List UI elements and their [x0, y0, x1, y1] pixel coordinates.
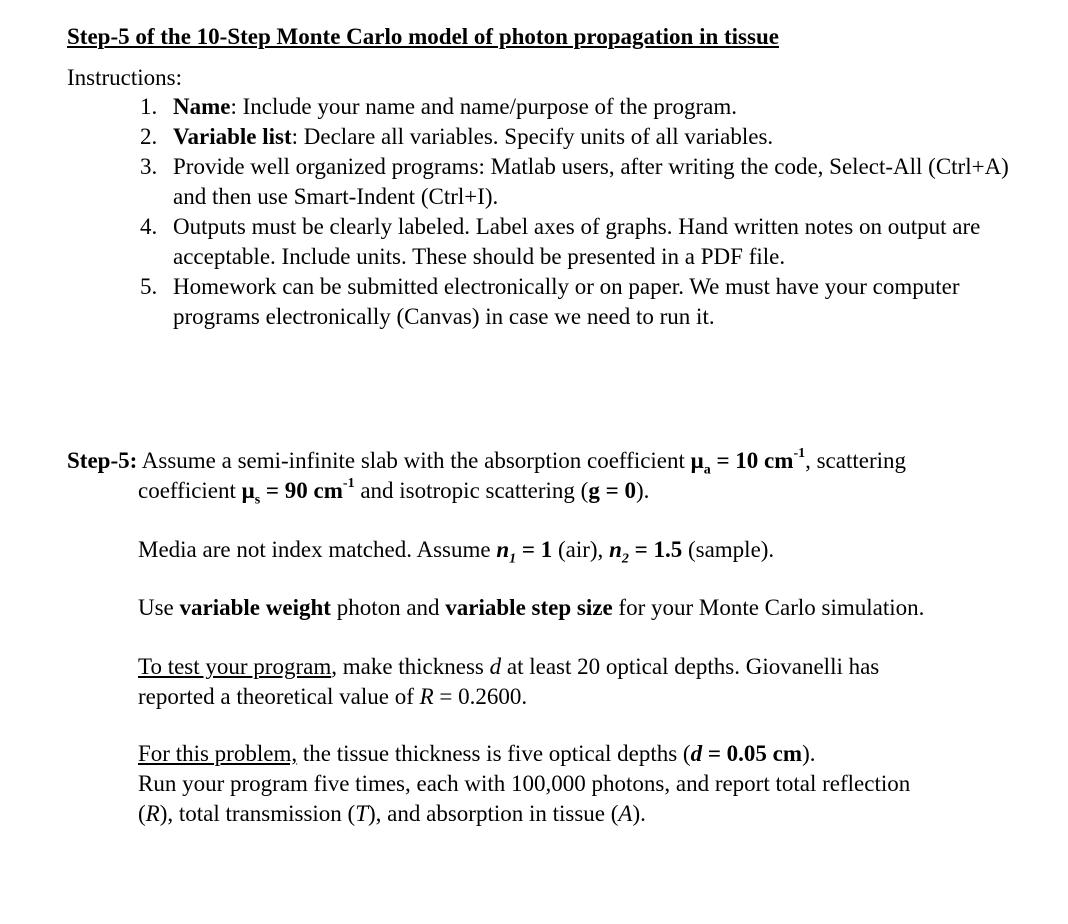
instruction-text: Outputs must be clearly labeled. Label axes of graphs. Hand written notes on output are acceptable. Include units. These should be presented in a PDF file.: [173, 214, 981, 269]
mu-a-exponent: -1: [793, 446, 806, 462]
n1-note: (air),: [552, 537, 610, 562]
weight-paragraph: [138, 593, 1038, 623]
n1-subscript: 1: [509, 551, 517, 567]
problem-text-2: ).: [802, 741, 816, 766]
problem-underline: For this problem,: [138, 741, 298, 766]
instructions-heading: Instructions:: [67, 65, 182, 90]
test-line-2: [138, 682, 1038, 712]
mu-s-subscript: s: [254, 492, 261, 508]
step-5-line-2: [67, 476, 1027, 506]
variable-step-size-text: variable step size: [445, 595, 613, 620]
instruction-text: : Include your name and name/purpose of the program.: [230, 94, 737, 119]
problem-line-1: [138, 739, 1038, 769]
problem-d-symbol: d: [690, 741, 703, 766]
mu-s-symbol: μ: [241, 478, 255, 503]
scattering-text: , scattering: [805, 448, 907, 473]
step-5-line-1: [67, 446, 1027, 476]
n1-symbol: n: [496, 537, 510, 562]
test-line-1: [138, 652, 1038, 682]
weight-text-1: Use: [138, 595, 180, 620]
coefficient-text: coefficient: [138, 478, 242, 503]
page-title: Step-5 of the 10-Step Monte Carlo model of photon propagation in tissue: [67, 24, 779, 49]
problem-text-4: ), and absorption in tissue (: [368, 801, 619, 826]
instruction-item: [140, 122, 1020, 152]
r-value: = 0.2600.: [433, 684, 528, 709]
step-5-block: [67, 446, 1027, 506]
g-value: g = 0: [588, 478, 636, 503]
problem-a-symbol: A: [618, 801, 633, 826]
instruction-text: Homework can be submitted electronically or on paper. We must have your computer programs electronically (Canvas) in case we need to run it.: [173, 274, 960, 329]
mu-s-value: = 90 cm: [260, 478, 343, 503]
problem-t-symbol: T: [355, 801, 369, 826]
isotropic-text: and isotropic scattering (: [354, 478, 589, 503]
d-symbol: d: [489, 654, 502, 679]
instructions-list: [140, 92, 1020, 332]
instruction-number: 5.: [140, 274, 158, 299]
isotropic-close: ).: [635, 478, 650, 503]
media-paragraph: [138, 535, 1038, 565]
instruction-item: [140, 272, 1020, 332]
test-underline: To test your program: [138, 654, 332, 679]
media-text: Media are not index matched. Assume: [138, 537, 497, 562]
problem-text-3: ), total transmission (: [159, 801, 356, 826]
problem-text-1: the tissue thickness is five optical depths (: [297, 741, 691, 766]
instruction-number: 2.: [140, 124, 158, 149]
instruction-number: 3.: [140, 154, 158, 179]
instruction-number: 4.: [140, 214, 158, 239]
n2-symbol: n: [609, 537, 622, 562]
mu-a-subscript: a: [703, 462, 711, 478]
mu-a-value: = 10 cm: [710, 448, 794, 473]
n2-note: (sample).: [682, 537, 775, 562]
instruction-bold-label: Variable list: [173, 124, 292, 149]
step-label: Step-5:: [67, 448, 138, 473]
weight-text-2: photon and: [330, 595, 446, 620]
n2-subscript: 2: [621, 551, 629, 567]
problem-paragraph: [138, 739, 1038, 829]
n1-value: = 1: [516, 537, 553, 562]
test-text-1: , make thickness: [331, 654, 490, 679]
instruction-number: 1.: [140, 94, 158, 119]
instruction-text: : Declare all variables. Specify units of all variables.: [291, 124, 774, 149]
mu-a-symbol: μ: [690, 448, 704, 473]
step-intro: Assume a semi-infinite slab with the absorption coefficient: [137, 448, 691, 473]
instruction-item: [140, 212, 1020, 272]
instruction-bold-label: Name: [173, 94, 231, 119]
test-paragraph: [138, 652, 1038, 712]
problem-d-value: = 0.05 cm: [702, 741, 803, 766]
r-symbol: R: [419, 684, 434, 709]
instruction-item: [140, 152, 1020, 212]
problem-r-symbol: R: [145, 801, 160, 826]
weight-text-3: for your Monte Carlo simulation.: [612, 595, 925, 620]
problem-line-3: [138, 799, 1038, 829]
instruction-text: Provide well organized programs: Matlab users, after writing the code, Select-All (Ctrl+A) and then use Smart-Indent (Ctrl+I).: [173, 154, 1009, 209]
problem-line-2: Run your program five times, each with 100,000 photons, and report total reflection: [138, 771, 911, 796]
problem-text-5: ).: [632, 801, 646, 826]
mu-s-exponent: -1: [342, 476, 355, 492]
instruction-item: [140, 92, 1020, 122]
problem-open: (: [138, 801, 146, 826]
n2-value: = 1.5: [628, 537, 683, 562]
test-text-2: at least 20 optical depths. Giovanelli has: [501, 654, 880, 679]
variable-weight-text: variable weight: [179, 595, 331, 620]
test-text-3: reported a theoretical value of: [138, 684, 420, 709]
